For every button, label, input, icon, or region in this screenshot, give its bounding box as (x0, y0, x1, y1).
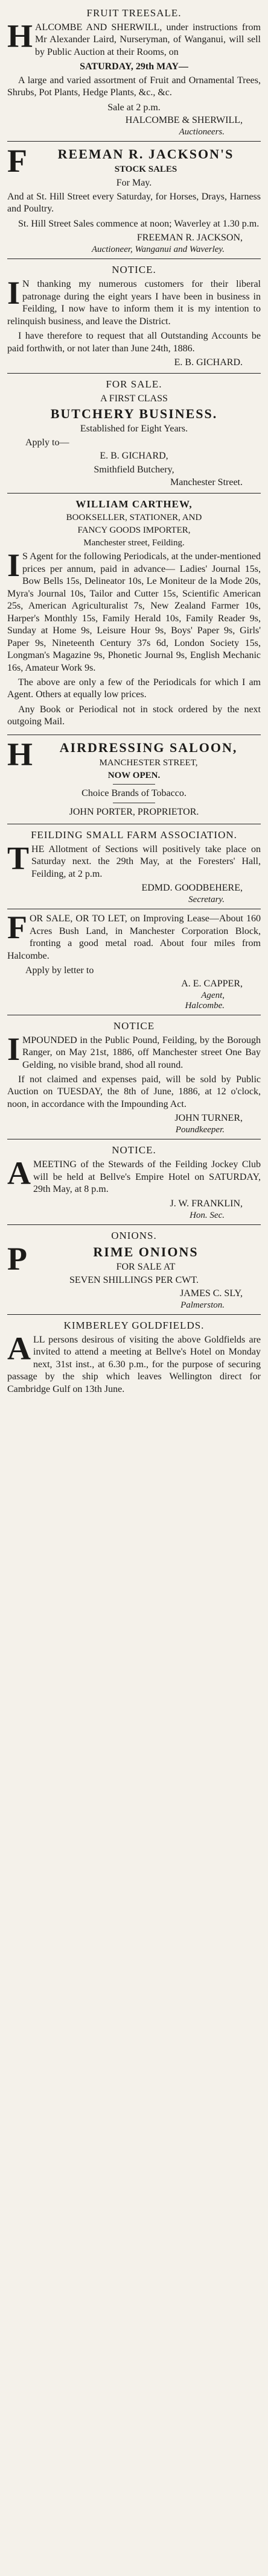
notice-relinquish-ad (7, 259, 261, 374)
sale-time: Sale at 2 p.m. (107, 102, 161, 113)
ad-line-1: PRIME ONIONS (7, 1240, 199, 1277)
ad-title: NOTICE (113, 1020, 155, 1032)
apply-to: Apply by letter to (25, 965, 94, 976)
ad-body: AMEETING of the Stewards of the Feilding Jockey Club will be held at Bellve's Empire Hotel on SATURDAY, 29th May, at 8 p.m. (7, 1155, 261, 1195)
ad-for: For May. (116, 178, 152, 189)
lease-ad (7, 909, 261, 1015)
ad-subtitle-1: BOOKSELLER, STATIONER, AND (66, 513, 202, 523)
carthew-bookseller-ad (7, 494, 261, 735)
ad-subtitle: STOCK SALES (114, 165, 177, 175)
ad-title: WILLIAM CARTHEW, (75, 498, 193, 510)
onions-ad (7, 1225, 261, 1315)
signature-title: Hon. Sec. (190, 1210, 225, 1220)
ad-title: HAIRDRESSING SALOON, (7, 736, 238, 772)
signature: JAMES C. SLY, (180, 1288, 243, 1299)
ad-line-3: SEVEN SHILLINGS PER CWT. (69, 1275, 199, 1286)
fruit-tree-sale-ad (7, 2, 261, 142)
ad-body-2: If not claimed and expenses paid, will be sold by Public Auction on TUESDAY, the 8th of June, 1886, at 12 o'clock, noon, in accordance with the Impounding Act. (7, 1074, 261, 1109)
signature: J. W. FRANKLIN, (170, 1198, 243, 1209)
ad-body: FOR SALE, OR TO LET, on Improving Lease—About 160 Acres Bush Land, in Manchester Corporation Block, fronting a good metal road. About four miles from Halcombe. (7, 909, 261, 961)
signature-place: Halcombe. (185, 1000, 225, 1011)
ad-body-3: Any Book or Periodical not in stock ordered by the next outgoing Mail. (7, 704, 261, 727)
divider (113, 784, 155, 785)
ad-title: FOR SALE. (106, 378, 162, 390)
farm-association-ad (7, 824, 261, 909)
ad-title: FEILDING SMALL FARM ASSOCIATION. (31, 829, 237, 841)
ad-line: Choice Brands of Tobacco. (81, 788, 187, 798)
kimberley-goldfields-ad (7, 1315, 261, 1402)
ad-subtitle-1: MANCHESTER STREET, (99, 757, 198, 768)
signature: JOHN PORTER, PROPRIETOR. (69, 807, 199, 818)
ad-body-2: St. Hill Street Sales commence at noon; Waverley at 1.30 p.m. (18, 218, 260, 229)
contact-place: Smithfield Butchery, (94, 464, 174, 475)
signature-title: Auctioneers. (179, 127, 225, 137)
signature: E. B. GICHARD. (174, 357, 243, 368)
signature: A. E. CAPPER, (181, 978, 243, 989)
ad-subtitle-2: NOW OPEN. (107, 770, 161, 780)
ad-title: NOTICE. (112, 1144, 156, 1156)
ad-body: IMPOUNDED in the Public Pound, Feilding, by the Borough Ranger, on May 21st, 1886, off Manchester street One Bay Gelding, no visible brand, shod all round. (7, 1030, 261, 1070)
ad-description: A large and varied assortment of Fruit and Ornamental Trees, Shrubs, Pot Plants, Hedge Plants, &c., &c. (7, 75, 261, 98)
ad-title: FREEMAN R. JACKSON'S (7, 143, 234, 180)
ad-body: HALCOMBE AND SHERWILL, under instructions from Mr Alexander Laird, Nurseryman, of Wanganui, will sell by Public Auction at their Rooms, on (7, 18, 261, 57)
ad-title: ONIONS. (111, 1229, 157, 1241)
signature-title: Poundkeeper. (175, 1125, 225, 1135)
sale-date: SATURDAY, 29th MAY— (80, 61, 188, 72)
ad-subtitle-2: FANCY GOODS IMPORTER, (77, 525, 191, 536)
contact-name: E. B. GICHARD, (100, 451, 168, 462)
ad-title: FRUIT TREESALE. (86, 7, 182, 19)
ad-line-2: BUTCHERY BUSINESS. (50, 406, 218, 422)
butchery-sale-ad (7, 374, 261, 494)
signature-title: Agent, (201, 990, 225, 1000)
ad-line-3: Established for Eight Years. (80, 424, 188, 434)
ad-body-2: I have therefore to request that all Outstanding Accounts be paid forthwith, or not later than June 24th, 1886. (7, 331, 261, 354)
ad-body: THE Allotment of Sections will positively take place on Saturday next. the 29th May, at the Foresters' Hall, Feilding, at 2 p.m. (7, 839, 261, 879)
newspaper-column (7, 0, 261, 1408)
ad-title: KIMBERLEY GOLDFIELDS. (63, 1319, 205, 1331)
ad-body: IN thanking my numerous customers for their liberal patronage during the eight years I have been in business in Feilding, I now have to inform them it is my intention to relinquish business, and leave the District. (7, 275, 261, 327)
signature-title: Secretary. (188, 895, 225, 905)
signature-place: Palmerston. (180, 1300, 225, 1310)
ad-body-2: The above are only a few of the Periodicals for which I am Agent. Others at equally low prices. (7, 677, 261, 700)
signature: JOHN TURNER, (174, 1113, 243, 1124)
ad-body: And at St. Hill Street every Saturday, for Horses, Drays, Harness and Poultry. (7, 191, 261, 215)
signature-title: Auctioneer, Wanganui and Waverley. (91, 245, 225, 255)
contact-street: Manchester Street. (170, 477, 243, 488)
signature: HALCOMBE & SHERWILL, (125, 115, 243, 126)
ad-body: IS Agent for the following Periodicals, at the under-mentioned prices per annum, paid in advance— Ladies' Journal 15s, Bow Bells 15s, Delineator 10s, Le Moniteur de la Mode 20s, Myra's Journal 10s, Tailor and Cutter 15s, Scientific American 25s, American Agriculturalist 7s, New Zealand Farmer 10s, Harper's Monthly 15s, Family Herald 10s, Family Reader 9s, Sunday at Home 9s, Leisure Hour 9s, Boys' Paper 9s, Girls' Paper 9s, Nineteenth Century 37s 6d, London Society 15s, Longman's Magazine 9s, Phonetic Journal 9s, English Mechanic 16s, Amateur Work 9s. (7, 547, 261, 673)
ad-subtitle-3: Manchester street, Feilding. (83, 538, 185, 548)
ad-body: ALL persons desirous of visiting the above Goldfields are invited to attend a meeting at Bellve's Hotel on Monday next, 31st inst., at 6.30 p.m., for the purpose of securing passage by the ship which leaves Wellington direct for Cambridge Gulf on 13th June. (7, 1330, 261, 1394)
signature: EDMD. GOODBEHERE, (141, 883, 243, 894)
stock-sales-ad (7, 142, 261, 259)
jockey-club-notice-ad (7, 1139, 261, 1224)
impounded-notice-ad (7, 1015, 261, 1140)
signature: FREEMAN R. JACKSON, (136, 233, 243, 243)
ad-line-1: A FIRST CLASS (100, 393, 168, 404)
hairdressing-ad (7, 735, 261, 824)
ad-line-2: FOR SALE AT (116, 1261, 176, 1272)
apply-to: Apply to— (25, 437, 69, 448)
ad-title: NOTICE. (112, 264, 156, 276)
